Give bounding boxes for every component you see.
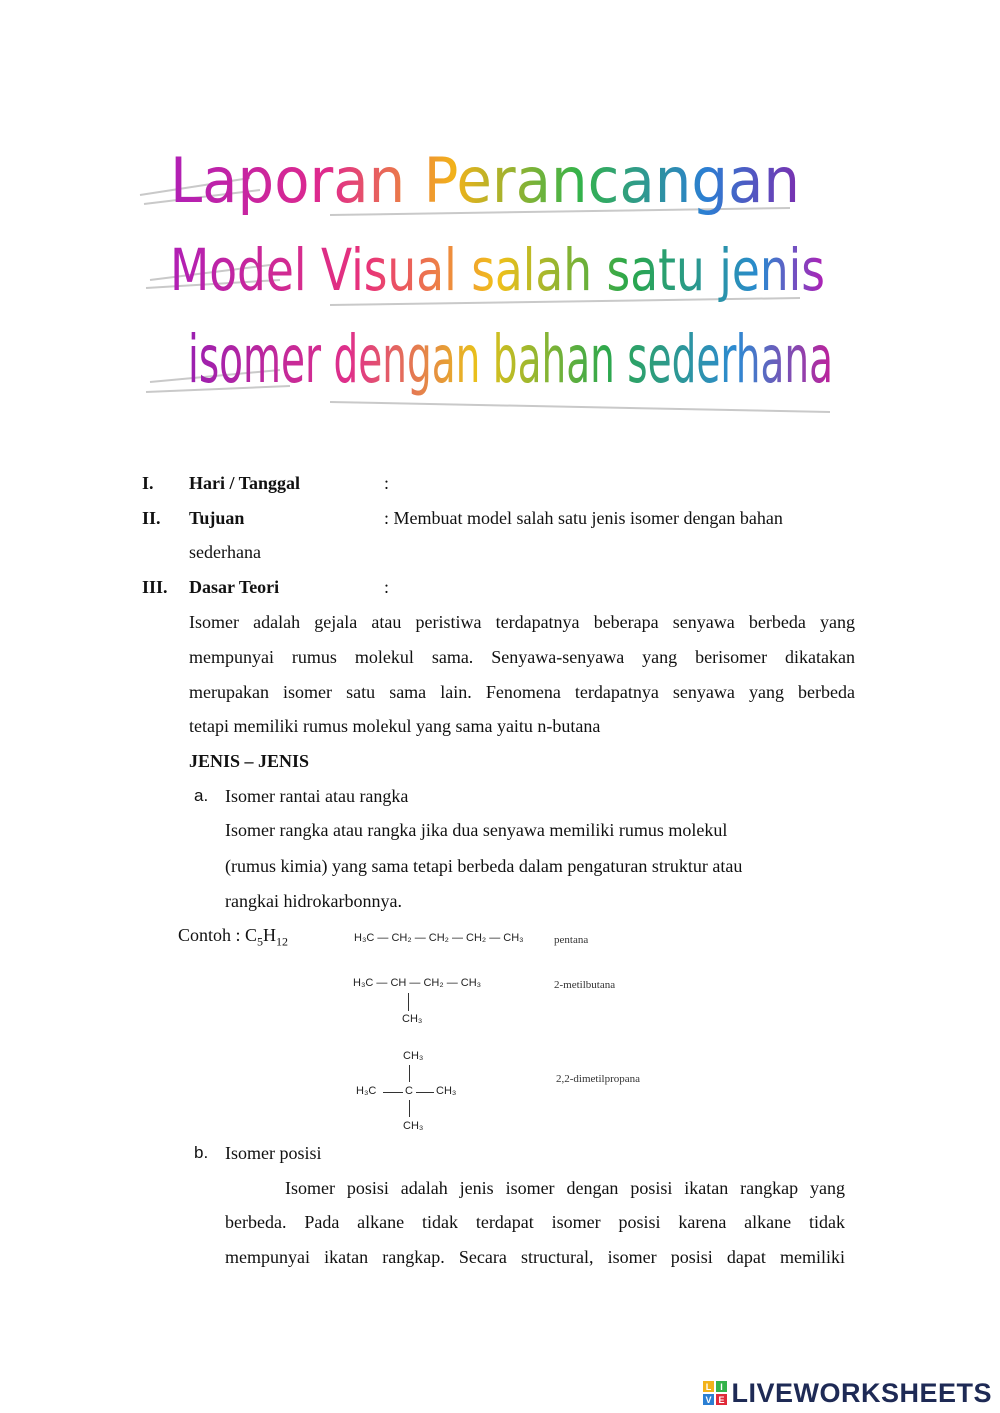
item-a-marker: a.: [194, 786, 209, 805]
section-3-colon: :: [384, 577, 390, 597]
dimetil-left: H₃C: [356, 1085, 377, 1097]
item-b-marker: b.: [194, 1143, 209, 1162]
item-b-line-3: mempunyai ikatan rangkap. Secara structural, isomer posisi dapat memiliki: [225, 1247, 845, 1267]
liveworksheets-brand: LIVEWORKSHEETS: [731, 1377, 992, 1408]
section-1-colon: :: [384, 473, 390, 493]
item-a-line-2: (rumus kimia) yang sama tetapi berbeda dalam pengaturan struktur atau: [225, 856, 743, 876]
section-2-label: Tujuan: [189, 508, 245, 528]
svg-text:V: V: [705, 1395, 712, 1405]
liveworksheets-logo: [703, 1376, 992, 1410]
item-b-line-2: berbeda. Pada alkane tidak terdapat isomer posisi karena alkane tidak: [225, 1212, 845, 1232]
item-b-title: Isomer posisi: [225, 1143, 322, 1163]
dimetil-top: CH₃: [403, 1050, 424, 1062]
item-a-line-3: rangkai hidrokarbonnya.: [225, 891, 402, 911]
metilbutana-name: 2-metilbutana: [554, 979, 616, 991]
metilbutana-formula: H₃C — CH — CH₂ — CH₃: [353, 977, 482, 989]
title-line-1: Laporan Perancangan: [170, 144, 800, 217]
jenis-heading: JENIS – JENIS: [189, 751, 310, 771]
theory-line-4: tetapi memiliki rumus molekul yang sama yaitu n-butana: [189, 716, 601, 736]
dimetil-center: C: [405, 1085, 413, 1097]
svg-text:L: L: [706, 1382, 712, 1392]
title-line-3: isomer dengan bahan sederhana: [188, 321, 833, 398]
pentana-formula: H₃C — CH₂ — CH₂ — CH₂ — CH₃: [354, 932, 524, 944]
section-3-number: III.: [142, 577, 168, 597]
item-a-title: Isomer rantai atau rangka: [225, 786, 409, 806]
svg-text:I: I: [720, 1382, 724, 1392]
svg-text:E: E: [718, 1395, 725, 1405]
metilbutana-bond: [408, 993, 409, 1011]
dimetil-bottom: CH₃: [403, 1120, 424, 1132]
liveworksheets-grid-icon: [703, 1381, 727, 1405]
dimetil-name: 2,2-dimetilpropana: [556, 1073, 641, 1085]
dimetil-right: CH₃: [436, 1085, 457, 1097]
section-2-number: II.: [142, 508, 161, 528]
title-line-2: Model Visual salah satu jenis: [170, 236, 825, 304]
dimetil-bond-bottom: [409, 1100, 410, 1117]
theory-line-1: Isomer adalah gejala atau peristiwa terdapatnya beberapa senyawa berbeda yang: [189, 612, 855, 632]
section-3-label: Dasar Teori: [189, 577, 280, 597]
section-2-value-cont: sederhana: [189, 542, 261, 562]
pentana-name: pentana: [554, 934, 589, 946]
contoh-formula: Contoh : $C_5H_{12}$: [178, 925, 289, 949]
section-1-number: I.: [142, 473, 154, 493]
theory-line-2: mempunyai rumus molekul sama. Senyawa-senyawa yang berisomer dikatakan: [189, 647, 855, 667]
item-b-line-1: Isomer posisi adalah jenis isomer dengan posisi ikatan rangkap yang: [285, 1178, 845, 1198]
metilbutana-branch: CH₃: [402, 1013, 423, 1025]
section-2-value: : Membuat model salah satu jenis isomer dengan bahan: [384, 508, 783, 528]
wordart-title: [130, 120, 870, 430]
theory-line-3: merupakan isomer satu sama lain. Fenomena terdapatnya senyawa yang berbeda: [189, 682, 855, 702]
dimetil-bond-left: [383, 1092, 403, 1093]
dimetil-bond-top: [409, 1065, 410, 1082]
section-1-label: Hari / Tanggal: [189, 473, 301, 493]
dimetil-bond-right: [416, 1092, 434, 1093]
item-a-line-1: Isomer rangka atau rangka jika dua senyawa memiliki rumus molekul: [225, 820, 728, 840]
